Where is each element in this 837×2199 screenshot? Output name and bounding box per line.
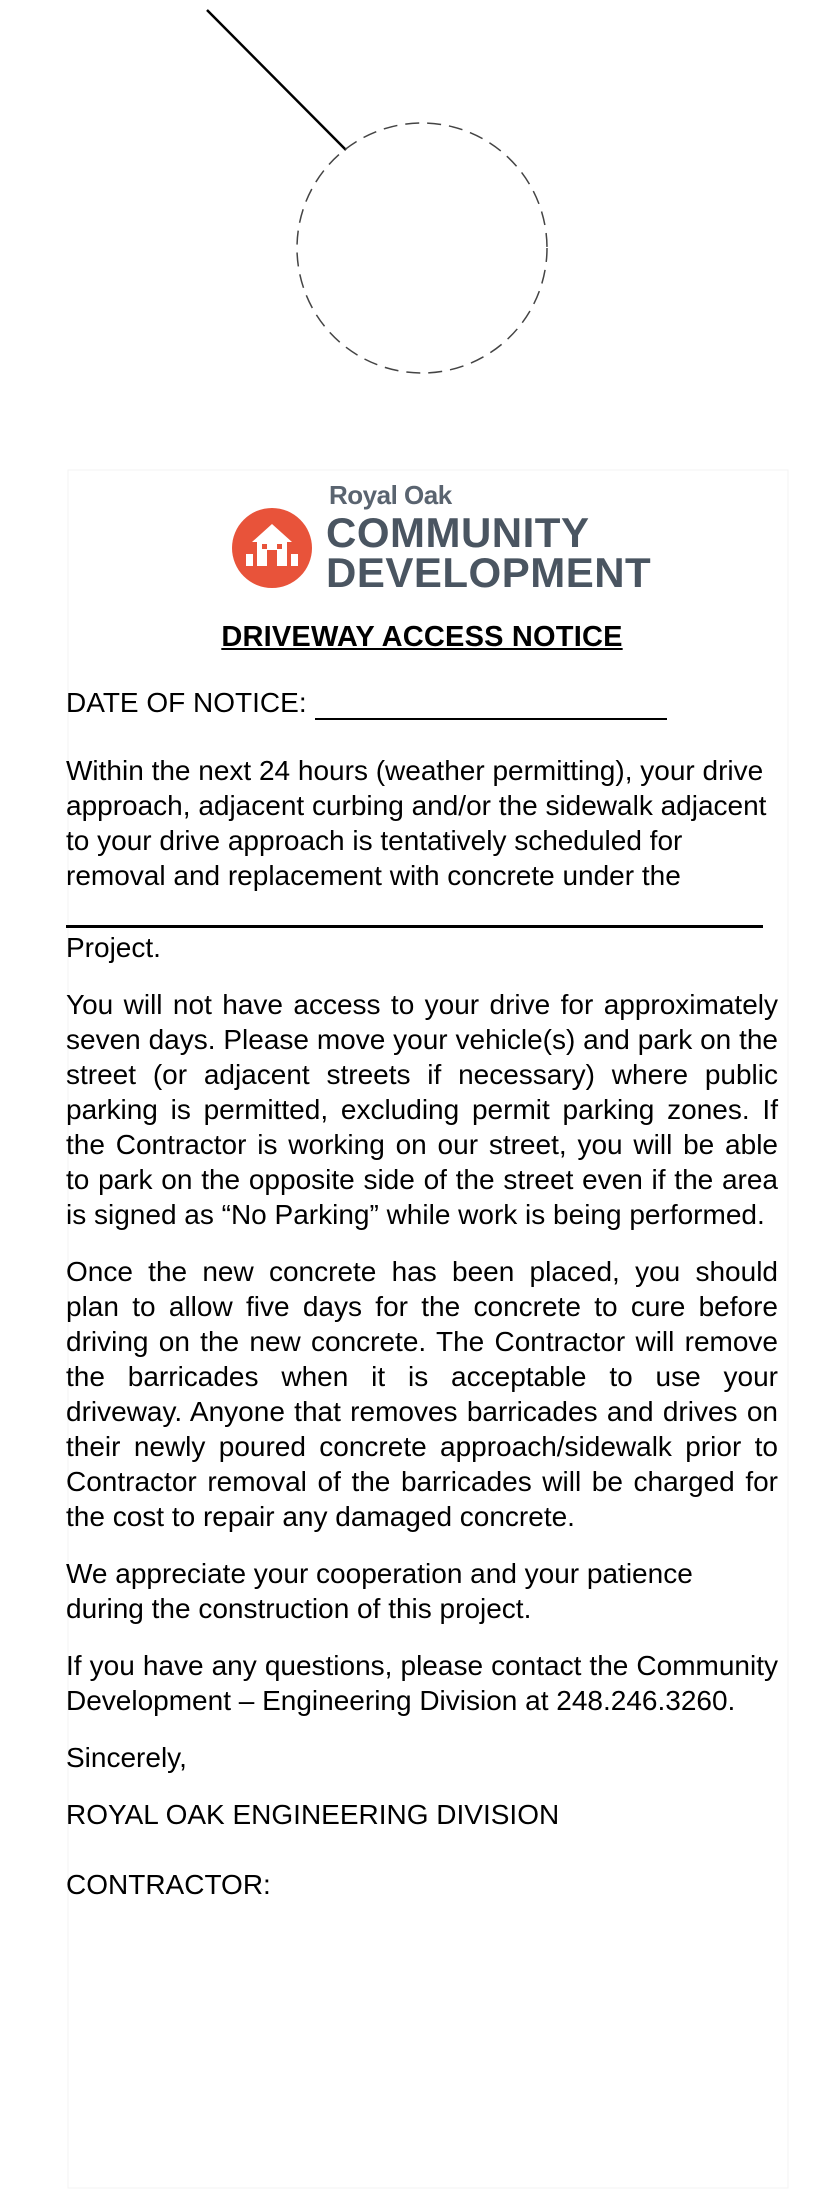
paragraph-schedule: Within the next 24 hours (weather permitting), your drive approach, adjacent curbing and/or the sidewalk adjacent to your drive approach is tentatively scheduled for removal and replacement with concrete under the <box>66 755 767 891</box>
date-of-notice-row <box>66 685 778 720</box>
community-development-logo <box>232 478 652 598</box>
division-name: ROYAL OAK ENGINEERING DIVISION <box>66 1799 560 1830</box>
project-word: Project. <box>66 932 161 963</box>
date-blank-line[interactable] <box>315 690 667 720</box>
paragraph-cure: Once the new concrete has been placed, you should plan to allow five days for the concrete to cure before driving on the new concrete. The Contractor will remove the barricades when it is acceptable to use your driveway. Anyone that removes barricades and drives on their newly poured concrete approach/sidewalk prior to Contractor removal of the barricades will be charged for the cost to repair any damaged concrete. <box>66 1256 778 1532</box>
project-blank-line[interactable] <box>66 915 763 928</box>
date-label: DATE OF NOTICE: <box>66 687 307 718</box>
notice-body <box>66 612 778 1902</box>
paragraph-access: You will not have access to your drive for approximately seven days. Please move your vehicle(s) and park on the street (or adjacent streets if necessary) where public parking is permitted, excluding permit parking zones. If the Contractor is working on our street, you will be able to park on the opposite side of the street even if the area is signed as “No Parking” while work is being performed. <box>66 989 778 1230</box>
paragraph-contact: If you have any questions, please contact the Community Development – Engineering Division at 248.246.3260. <box>66 1650 778 1716</box>
closing-text: Sincerely, <box>66 1742 187 1773</box>
paragraph-appreciate: We appreciate your cooperation and your patience during the construction of this project. <box>66 1558 693 1624</box>
house-icon <box>232 508 312 588</box>
contractor-label: CONTRACTOR: <box>66 1869 271 1900</box>
logo-development: DEVELOPMENT <box>326 549 652 596</box>
notice-title: DRIVEWAY ACCESS NOTICE <box>221 621 623 653</box>
logo-royal-oak: Royal Oak <box>329 480 452 510</box>
logo-community: COMMUNITY <box>326 509 590 556</box>
